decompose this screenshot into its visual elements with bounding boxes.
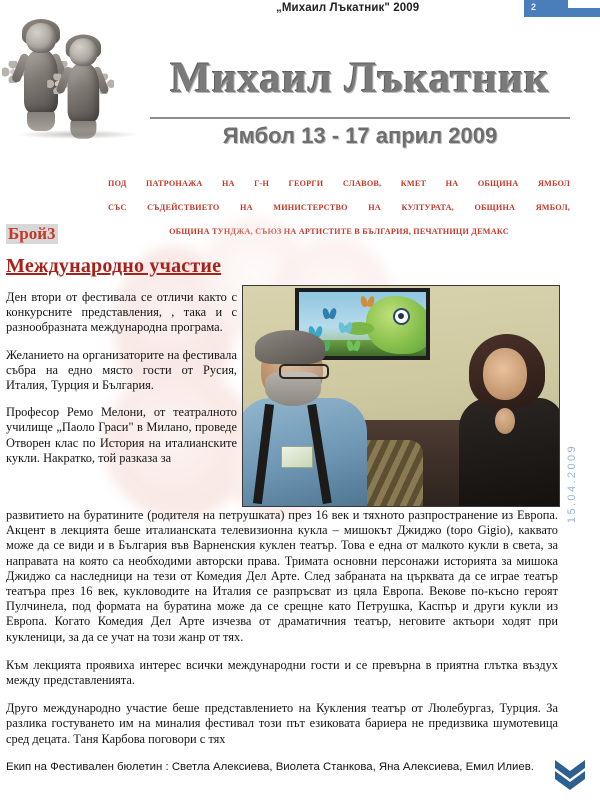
article-paragraph: Към лекцията проявиха интерес всички международни гости и се превърна в приятна глътка въздух между представленията. [6, 657, 558, 688]
header-document-title: „Михаил Лъкатник" 2009 [276, 2, 420, 14]
article-full-width-text [6, 508, 558, 787]
photo-man-name-badge [281, 446, 313, 468]
photo-woman-face [483, 348, 527, 400]
article-paragraph: Друго международно участие беше представлението на Кукления театър от Люлебургаз, Турция. За разлика гостуването им на миналия фестивал този път езиковата бариера не предизвика шумотевица сред децата. Таня Карбова поговори с тях [6, 701, 558, 746]
article-paragraph: Професор Ремо Мелони, от театралното училище „Паоло Граси" в Милано, проведе Отворен клас по История на италианските кукли. Накратко, той разказа за [6, 405, 237, 465]
artwork-fox-character [366, 296, 430, 354]
puppet-head [69, 38, 97, 66]
page-header [0, 0, 600, 22]
article-column-text [6, 290, 237, 466]
page-badge-tail-decoration [556, 8, 600, 17]
photo-man-hair [255, 330, 325, 364]
chevron-double-down-icon[interactable] [553, 757, 587, 791]
patronage-line-3: ОБЩИНА ТУНДЖА, СЪЮЗ НА АРТИСТИТЕ В БЪЛГАРИЯ, ПЕЧАТНИЦИ ДЕМАКС [169, 227, 509, 236]
butterfly-icon [339, 322, 352, 333]
puppet-body [68, 63, 100, 121]
issue-number-label: Брой3 [8, 224, 56, 243]
artwork-fox-eye [393, 308, 410, 325]
puppet-legs [27, 109, 55, 131]
bulletin-team-credits: Екип на Фестивален бюлетин : Светла Алексиева, Виолета Станкова, Яна Алексиева, Емил Илиев. [6, 760, 534, 773]
article-paragraph: развитието на буратините (родителя на петрушката) през 16 век и тяхното разпространение из Европа. Акцент в лекцията беше италианската телевизионна кукла – мишокът Джиджо (topo Gigio), каквато може да се види и в България във Варненския куклен театър. Това е една от малкото кукли в света, за направата на която са необходими авторски права. Тримата основни персонажи историята за мишока Джиджо са наследници на тези от Комедия Дел Арте. След забраната на църквата да се играе театър театъра през 16 век, кукловодите на Италия се разпръсват из цяла Европа. Векове по-късно героят Пулчинела, под формата на буратина може да се срещне като Петрушка, Каспър и други кукли из Европа. Когато Комедия Дел Арте изчезва от драматичния театър, неговите актьори ходят при кукленици, за да се учат на този жанр от тях. [6, 508, 558, 644]
butterfly-icon [361, 296, 374, 307]
butterfly-icon [323, 308, 336, 319]
article-header [6, 224, 576, 278]
festival-title: Михаил Лъкатник [170, 55, 550, 102]
vertical-date-label: 15.04.2009 [566, 444, 578, 524]
masthead [0, 24, 600, 164]
festival-dates: Ямбол 13 - 17 април 2009 [222, 123, 498, 148]
puppet-mascots-image [14, 24, 149, 139]
page-number-badge: 2 [524, 0, 568, 17]
butterfly-icon [347, 340, 360, 351]
article-paragraph: Желанието на организаторите на фестивала събра на едно място гости от Русия, Италия, Турция и България. [6, 347, 237, 393]
puppet-shadow [16, 130, 140, 139]
photo-woman-hand [495, 408, 515, 434]
photo-man-glasses [279, 364, 329, 379]
article-paragraph: Ден втори от фестивала се отличи както с конкурсните представления, , така и с разнообразната международна програма. [6, 290, 237, 335]
patronage-line-1: ПОД ПАТРОНАЖА НА Г-Н ГЕОРГИ СЛАВОВ, КМЕТ НА ОБЩИНА ЯМБОЛ [108, 179, 570, 188]
article-photo [242, 285, 560, 507]
patronage-line-2: СЪС СЪДЕЙСТВИЕТО НА МИНИСТЕРСТВО НА КУЛТУРАТА, ОБЩИНА ЯМБОЛ, [108, 203, 570, 212]
section-title: Международно участие [6, 255, 222, 277]
title-divider [150, 117, 570, 119]
puppet-head [26, 23, 56, 53]
